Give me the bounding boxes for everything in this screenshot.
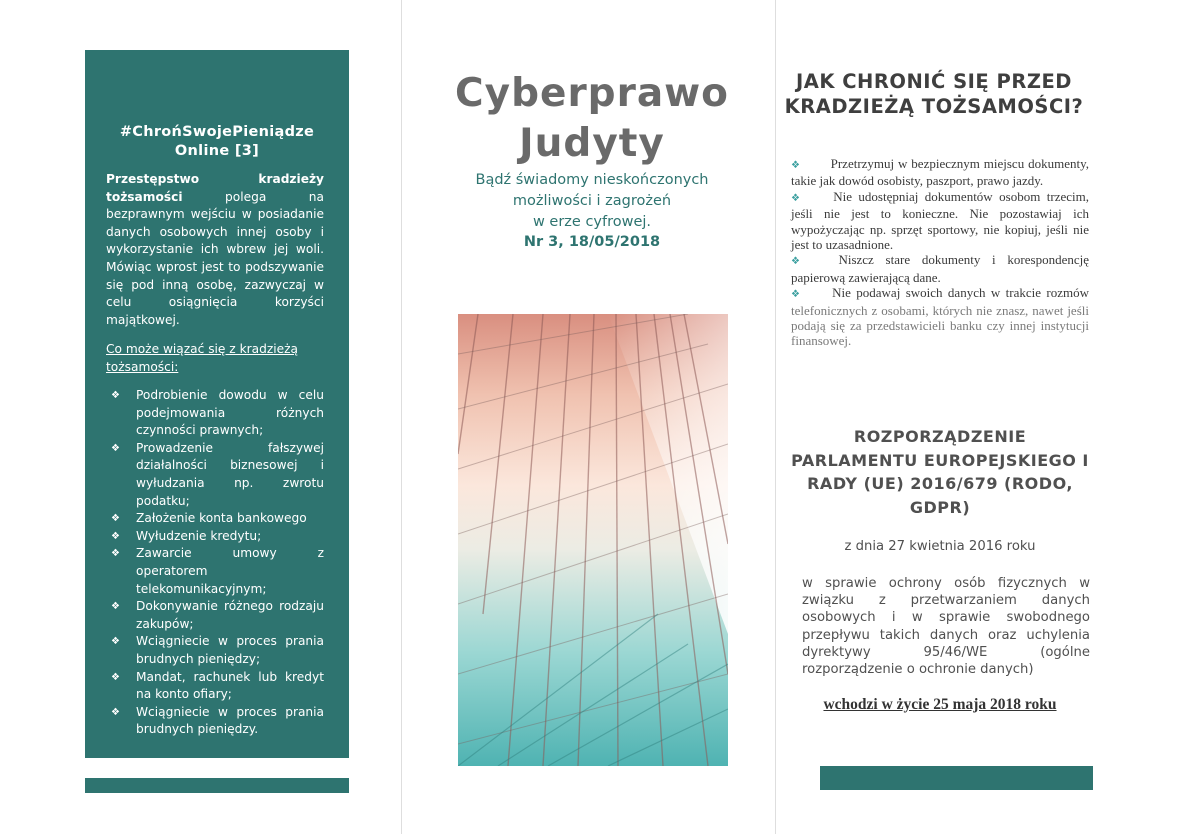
diamond-bullet-icon: ❖ — [111, 706, 120, 718]
regulation-description: w sprawie ochrony osób fizycznych w związku z przetwarzaniem danych osobowych i w sprawie swobodnego przepływu takich danych oraz uchylenia dyrektywy 95/46/WE (ogólne rozporządzenie o ochronie danych) — [802, 576, 1090, 678]
list-item: ❖ Prowadzenie fałszywej działalności biznesowej i wyłudzania np. zwrotu podatku; — [111, 440, 324, 508]
list-item: ❖ Dokonywanie różnego rodzaju zakupów; — [111, 599, 324, 631]
intro-bold-term: Przestępstwo kradzieży tożsamości — [106, 172, 324, 204]
left-info-panel — [85, 50, 349, 758]
list-item: ❖ Wciągniecie w proces prania brudnych pieniędzy; — [111, 634, 324, 666]
diamond-bullet-icon: ❖ — [791, 192, 804, 204]
list-item: ❖ Założenie konta bankowego — [106, 510, 324, 528]
list-item: ❖ Wyłudzenie kredytu; — [106, 528, 324, 546]
regulation-effective-date: wchodzi w życie 25 maja 2018 roku — [823, 696, 1057, 713]
diamond-bullet-icon: ❖ — [111, 671, 120, 683]
left-footer-bar — [85, 778, 349, 793]
tip-item: ❖ Przetrzymuj w bezpiecznym miejscu dokumenty, takie jak dowód osobisty, paszport, prawo jazdy. — [791, 156, 1089, 189]
regulation-title: ROZPORZĄDZENIE PARLAMENTU EUROPEJSKIEGO I RADY (UE) 2016/679 (RODO, GDPR) — [791, 427, 1089, 517]
left-intro-paragraph — [106, 171, 324, 329]
diamond-bullet-icon: ❖ — [791, 160, 801, 171]
subtitle-line1: Bądź świadomy nieskończonych — [475, 172, 709, 188]
left-panel-title: #ChrońSwojePieniądze Online [3] — [119, 124, 315, 159]
regulation-date: z dnia 27 kwietnia 2016 roku — [844, 539, 1036, 554]
protection-tips — [791, 156, 1089, 349]
list-item: ❖ Podrobienie dowodu w celu podejmowania różnych czynności prawnych; — [111, 388, 324, 438]
diamond-bullet-icon: ❖ — [111, 601, 120, 613]
list-item: ❖ Zawarcie umowy z operatorem telekomunikacyjnym; — [111, 546, 324, 596]
risk-list — [106, 387, 324, 739]
diamond-bullet-icon: ❖ — [111, 390, 120, 401]
diamond-bullet-icon: ❖ — [111, 530, 120, 542]
subtitle-line2: możliwości i zagrożeń — [512, 193, 672, 209]
right-footer-bar — [820, 766, 1093, 790]
tip-item: ❖ Nie udostępniaj dokumentów osobom trzecim, jeśli nie jest to konieczne. Nie pozostawiaj ich wypożyczając np. sprzęt sportowy, nie kopiuj, jeśli nie jest to uzasadnione. — [791, 188, 1090, 253]
diamond-bullet-icon: ❖ — [111, 442, 120, 454]
intro-text: polega na bezprawnym wejściu w posiadanie danych osobowych innej osoby i wykorzystanie ich wbrew jej woli. Mówiąc wprost jest to podszywanie się pod inną osobę, zazwyczaj w celu osiągnięcia korzyści majątkowej. — [106, 189, 324, 327]
diamond-bullet-icon: ❖ — [791, 256, 809, 268]
list-heading: Co może wiązać się z kradzieżą tożsamości: — [106, 342, 299, 374]
list-item: ❖ Mandat, rachunek lub kredyt na konto ofiary; — [111, 669, 324, 702]
cover-photo-glass-building — [458, 314, 728, 766]
list-item: ❖ Wciągniecie w proces prania brudnych pieniędzy. — [111, 704, 324, 737]
newsletter-title-line1: Cyberprawo — [455, 71, 729, 116]
issue-number-date: Nr 3, 18/05/2018 — [523, 234, 661, 250]
subtitle-line3: w erze cyfrowej. — [532, 214, 652, 230]
tip-item: ❖ Niszcz stare dokumenty i korespondencję papierową zawierającą dane. — [791, 252, 1089, 285]
diamond-bullet-icon: ❖ — [111, 548, 120, 560]
protection-heading: JAK CHRONIĆ SIĘ PRZED KRADZIEŻĄ TOŻSAMOŚCI? — [784, 70, 1084, 118]
diamond-bullet-icon: ❖ — [111, 636, 120, 648]
tip-item: ❖ Nie podawaj swoich danych w trakcie rozmów telefonicznych z osobami, których nie znasz, nawet jeśli podają się za przedstawicieli banku czy innej instytucji finansowej. — [791, 285, 1089, 349]
diamond-bullet-icon: ❖ — [111, 513, 120, 525]
newsletter-title-line2: Judyty — [519, 121, 665, 166]
diamond-bullet-icon: ❖ — [791, 289, 803, 301]
